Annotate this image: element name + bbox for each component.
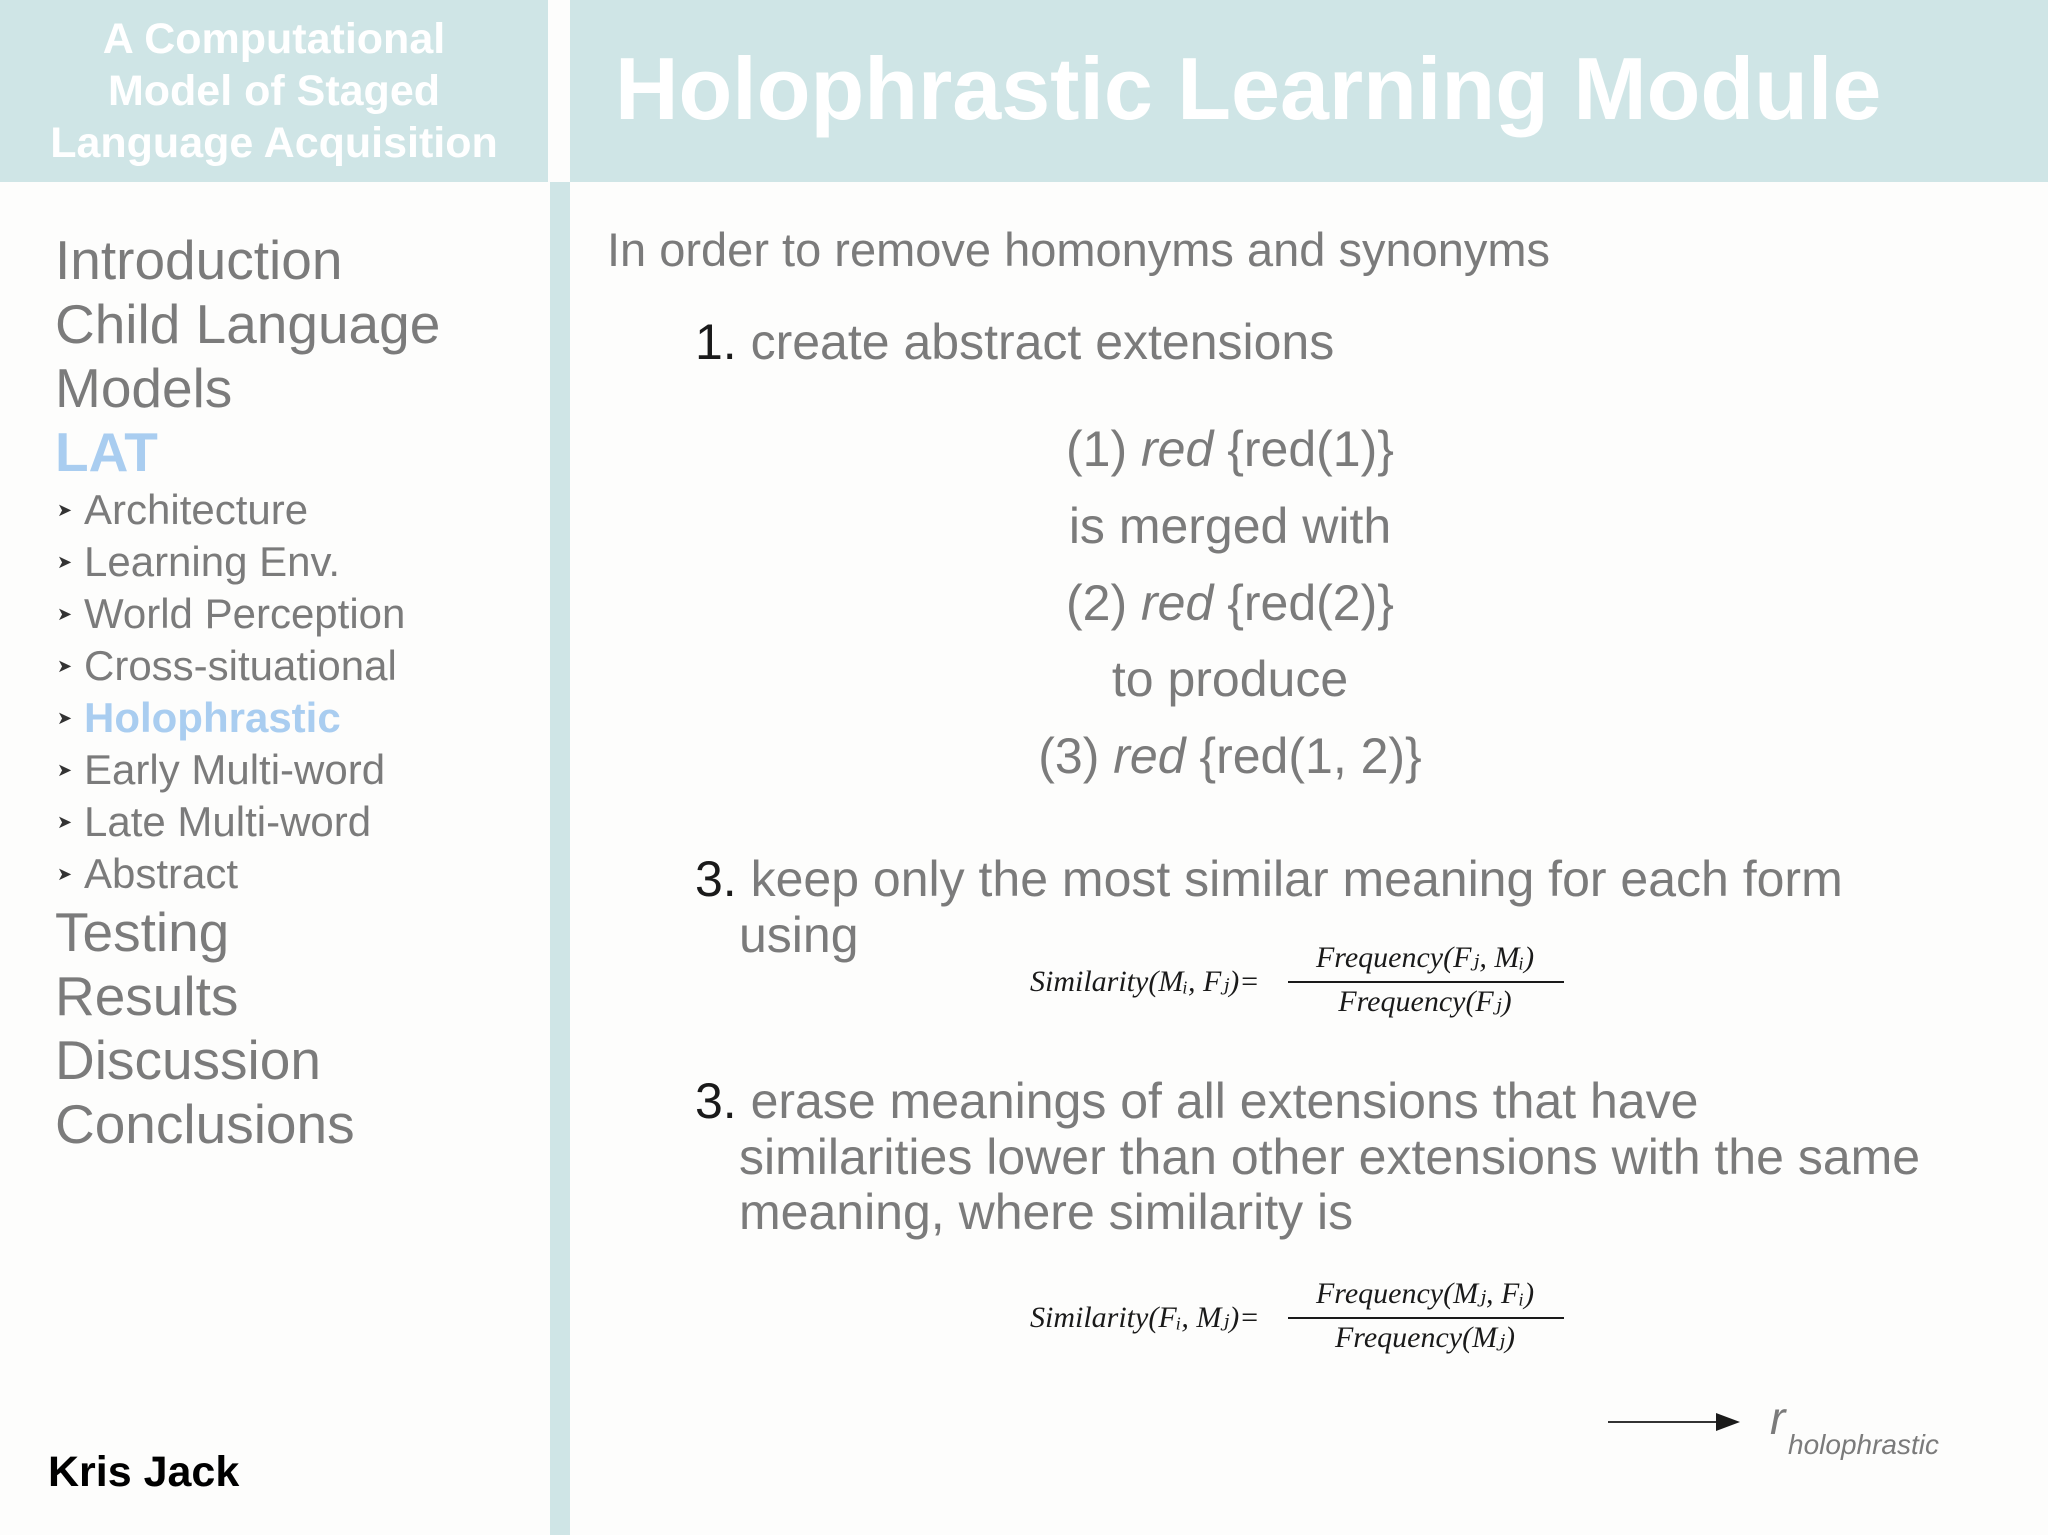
- step-text: create abstract extensions: [736, 314, 1335, 370]
- nav-subitem-cross-situational[interactable]: [55, 640, 545, 692]
- nav-item-conclusions[interactable]: Conclusions: [55, 1093, 355, 1155]
- nav-subitem-label: World Perception: [84, 590, 406, 637]
- arrow-right-icon: [1608, 1407, 1748, 1437]
- nav-subitem-label: Abstract: [84, 850, 239, 897]
- example-line-2: is merged with: [1068, 498, 1392, 554]
- step-text: keep only the most similar meaning for each form: [736, 851, 1843, 907]
- nav-item-lat[interactable]: LAT: [55, 421, 158, 483]
- fraction-bar: [1288, 1317, 1564, 1319]
- step-3a-continuation: using: [739, 907, 859, 963]
- formula-lhs: Similarity(Mᵢ, Fⱼ)=: [1030, 965, 1260, 998]
- example-rest: {red(1)}: [1213, 421, 1394, 477]
- nav-item-child-language[interactable]: Child Language: [55, 293, 441, 355]
- example-line-3: [830, 574, 1630, 632]
- step-1: [695, 313, 1334, 371]
- formula-lhs: Similarity(Fᵢ, Mⱼ)=: [1030, 1301, 1260, 1334]
- nav-item-testing[interactable]: Testing: [55, 901, 230, 963]
- presentation-title-line: A Computational: [102, 15, 446, 63]
- legend-subscript: holophrastic: [1788, 1429, 1939, 1460]
- nav-item-models[interactable]: Models: [55, 357, 233, 419]
- example-line-5: [830, 727, 1630, 785]
- bullet-arrow-icon: ➤: [57, 812, 73, 832]
- similarity-formula-1: [1030, 940, 1550, 1035]
- bullet-arrow-icon: ➤: [57, 656, 73, 676]
- example-rest: {red(1, 2)}: [1185, 728, 1422, 784]
- example-num: (3): [1038, 728, 1114, 784]
- nav-subitem-label: Late Multi-word: [84, 798, 372, 845]
- fraction-bar: [1288, 981, 1564, 983]
- formula-denominator: Frequency(Fⱼ): [1338, 985, 1512, 1018]
- nav-subitem-label: Cross-situational: [84, 642, 397, 689]
- step-number: 3.: [695, 851, 737, 907]
- nav-item-introduction[interactable]: Introduction: [55, 229, 343, 291]
- presentation-title-line: Language Acquisition: [50, 119, 498, 167]
- formula-numerator: Frequency(Fⱼ, Mᵢ): [1315, 941, 1535, 974]
- step-3b-continuation: meaning, where similarity is: [739, 1184, 1354, 1240]
- nav-subitem-label: Architecture: [84, 486, 309, 533]
- formula-denominator: Frequency(Mⱼ): [1334, 1321, 1516, 1354]
- nav-item-results[interactable]: Results: [55, 965, 239, 1027]
- legend-symbol: r: [1770, 1392, 1786, 1444]
- slide-title: Holophrastic Learning Module: [615, 39, 1882, 138]
- example-rest: {red(2)}: [1213, 575, 1394, 631]
- similarity-formula-2: [1030, 1276, 1550, 1371]
- nav-subitem-holophrastic[interactable]: [55, 692, 545, 744]
- header-bar: [570, 0, 2048, 182]
- example-line-4: to produce: [1111, 651, 1349, 707]
- bullet-arrow-icon: ➤: [57, 500, 73, 520]
- intro-text: In order to remove homonyms and synonyms: [607, 223, 1551, 276]
- example-word: red: [1141, 575, 1214, 631]
- step-number: 3.: [695, 1073, 737, 1129]
- holophrastic-legend: [1608, 1392, 2008, 1465]
- step-number: 1.: [695, 314, 737, 370]
- example-num: (1): [1066, 421, 1142, 477]
- nav-subitem-world-perception[interactable]: [55, 588, 545, 640]
- nav-subitem-label: Holophrastic: [84, 694, 341, 741]
- bullet-arrow-icon: ➤: [57, 708, 73, 728]
- bullet-arrow-icon: ➤: [57, 760, 73, 780]
- presentation-title-line: Model of Staged: [107, 67, 441, 115]
- nav-subitem-architecture[interactable]: [55, 484, 545, 536]
- nav-subitem-label: Early Multi-word: [84, 746, 386, 793]
- nav-subitem-early-multi-word[interactable]: [55, 744, 545, 796]
- example-num: (2): [1066, 575, 1142, 631]
- bullet-arrow-icon: ➤: [57, 864, 73, 884]
- nav-subitem-abstract[interactable]: [55, 848, 545, 900]
- step-3a: [695, 850, 1843, 908]
- formula-numerator: Frequency(Mⱼ, Fᵢ): [1315, 1277, 1535, 1310]
- step-3b: [695, 1072, 1698, 1130]
- step-3b-continuation: similarities lower than other extensions with the same: [739, 1129, 1921, 1185]
- bullet-arrow-icon: ➤: [57, 552, 73, 572]
- step-text: erase meanings of all extensions that have: [736, 1073, 1699, 1129]
- sidebar-nav: [55, 228, 545, 1156]
- author-name: Kris Jack: [48, 1448, 240, 1496]
- nav-subitem-label: Learning Env.: [84, 538, 341, 585]
- presentation-title-box: [0, 0, 548, 182]
- vertical-divider: [550, 182, 570, 1535]
- nav-subitem-learning-env[interactable]: [55, 536, 545, 588]
- nav-subitem-late-multi-word[interactable]: [55, 796, 545, 848]
- example-line-1: [830, 420, 1630, 478]
- bullet-arrow-icon: ➤: [57, 604, 73, 624]
- example-word: red: [1113, 728, 1186, 784]
- nav-item-discussion[interactable]: Discussion: [55, 1029, 321, 1091]
- example-word: red: [1141, 421, 1214, 477]
